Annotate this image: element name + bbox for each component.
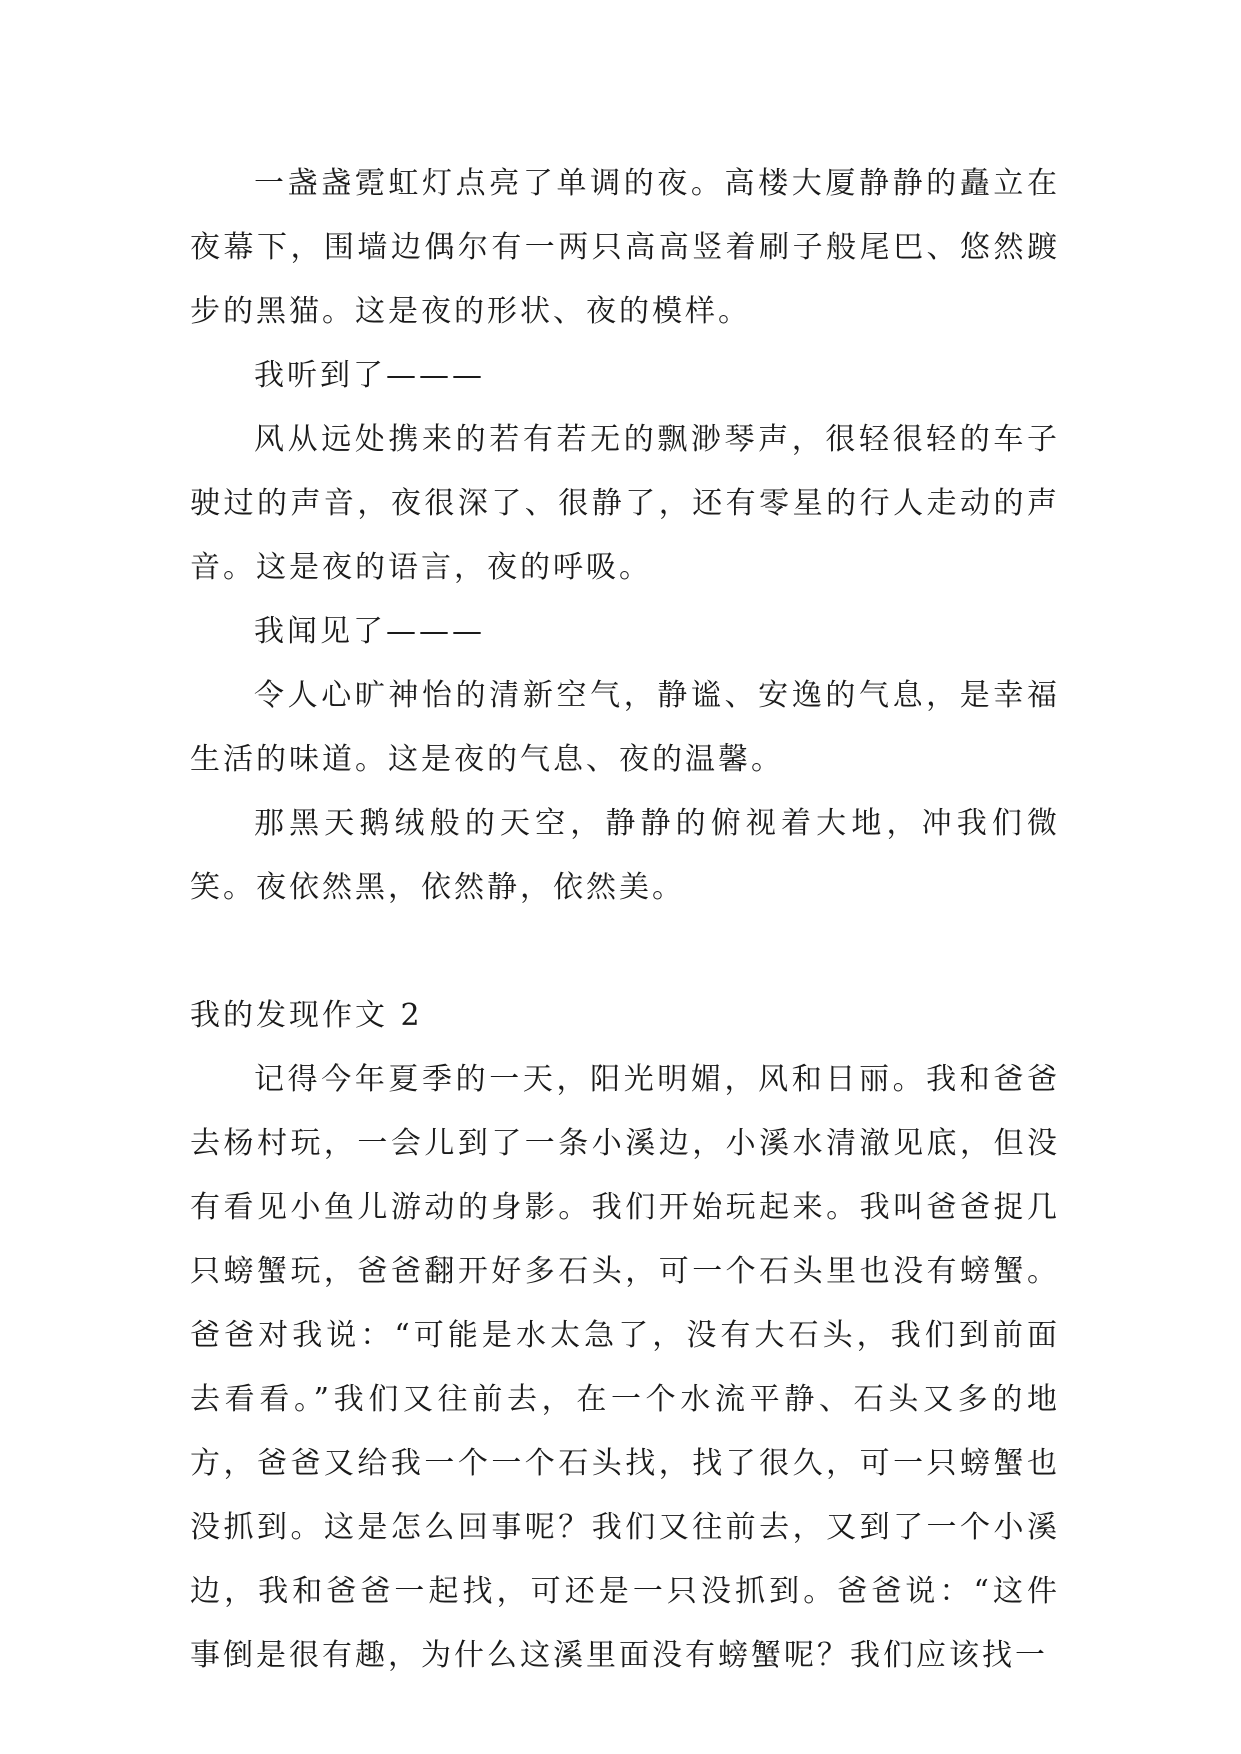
paragraph-crab-story: 记得今年夏季的一天，阳光明媚，风和日丽。我和爸爸去杨村玩，一会儿到了一条小溪边，小溪水清澈见底，但没有看见小鱼儿游动的身影。我们开始玩起来。我叫爸爸捉几只螃蟹玩，爸爸翻开好多石头，可一个石头里也没有螃蟹。爸爸对我说：“可能是水太急了，没有大石头，我们到前面去看看。”我们又往前去，在一个水流平静、石头又多的地方，爸爸又给我一个一个石头找，找了很久，可一只螃蟹也没抓到。这是怎么回事呢？我们又往前去，又到了一个小溪边，我和爸爸一起找，可还是一只没抓到。爸爸说：“这件事倒是很有趣，为什么这溪里面没有螃蟹呢？我们应该找一 [190, 1062, 1060, 1673]
essay-title: 我的发现作文 2 [190, 998, 423, 1033]
paragraph-night-sky: 那黑天鹅绒般的天空，静静的俯视着大地，冲我们微笑。夜依然黑，依然静，依然美。 [190, 806, 1060, 905]
paragraph-night-sounds: 风从远处携来的若有若无的飘渺琴声，很轻很轻的车子驶过的声音，夜很深了、很静了，还有零星的行人走动的声音。这是夜的语言，夜的呼吸。 [190, 422, 1060, 585]
document-page [190, 152, 1060, 1688]
paragraph-i-smelled: 我闻见了——— [254, 614, 485, 649]
paragraph-night-air: 令人心旷神怡的清新空气，静谧、安逸的气息，是幸福生活的味道。这是夜的气息、夜的温馨。 [190, 678, 1060, 777]
paragraph-i-heard: 我听到了——— [254, 358, 485, 393]
section-gap [190, 920, 1060, 984]
paragraph-night-scene: 一盏盏霓虹灯点亮了单调的夜。高楼大厦静静的矗立在夜幕下，围墙边偶尔有一两只高高竖着刷子般尾巴、悠然踱步的黑猫。这是夜的形状、夜的模样。 [190, 166, 1060, 329]
